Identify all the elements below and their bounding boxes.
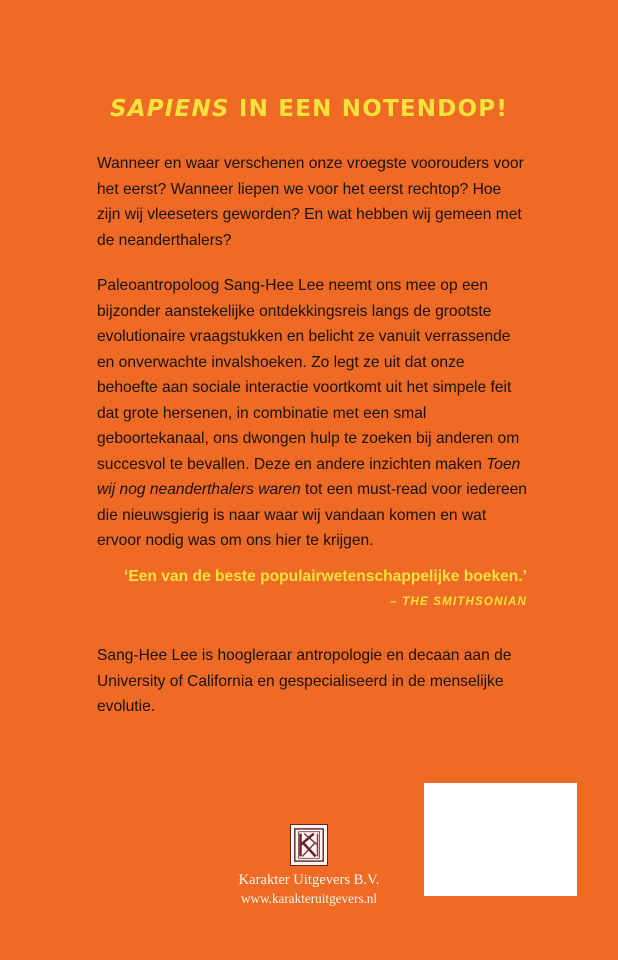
intro-paragraph: Wanneer en waar verschenen onze vroegste voorouders voor het eerst? Wanneer liepen we voor het eerst rechtop? Hoe zijn wij vleeseters geworden? En wat hebben wij gemeen met de neanderthalers? — [97, 155, 524, 249]
review-source-dash: – — [390, 596, 403, 608]
book-title-italic: Toen wij nog neanderthalers waren — [97, 455, 521, 498]
publisher-name: Karakter Uitgevers B.V. — [238, 872, 380, 888]
review-source — [97, 596, 527, 608]
publisher-website: www.karakteruitgevers.nl — [240, 891, 378, 906]
headline-rest: IN EEN NOTENDOP! — [229, 96, 509, 122]
karakter-logo-icon — [290, 824, 328, 866]
description-paragraph — [97, 273, 527, 554]
description-part-2: tot een must-read voor iedereen die nieuwsgierig is naar waar wij vandaan komen en wat ervoor nodig was om ons hier te krijgen. — [97, 481, 527, 549]
review-source-name: THE SMITHSONIAN — [402, 596, 527, 608]
headline-sapiens: SAPIENS — [109, 96, 230, 122]
author-bio: Sang-Hee Lee is hoogleraar antropologie en decaan aan de University of California en gespecialiseerd in de menselijke evolutie. — [97, 647, 512, 715]
headline — [0, 96, 618, 122]
description-part-1: Paleoantropoloog Sang-Hee Lee neemt ons mee op een bijzonder aanstekelijke ontdekkingsreis langs de grootste evolutionaire vraagstukken en belicht ze vanuit verrassende en onverwachte invalshoeken. Zo legt ze uit dat onze behoefte aan sociale interactie voortkomt uit het simpele feit dat grote hersenen, in combinatie met een smal geboortekanaal, ons dwongen hulp te zoeken bij anderen om succesvol te bevallen. Deze en andere inzichten maken — [97, 277, 520, 473]
review-quote: ‘Een van de beste populairwetenschappelijke boeken.’ — [124, 568, 527, 585]
